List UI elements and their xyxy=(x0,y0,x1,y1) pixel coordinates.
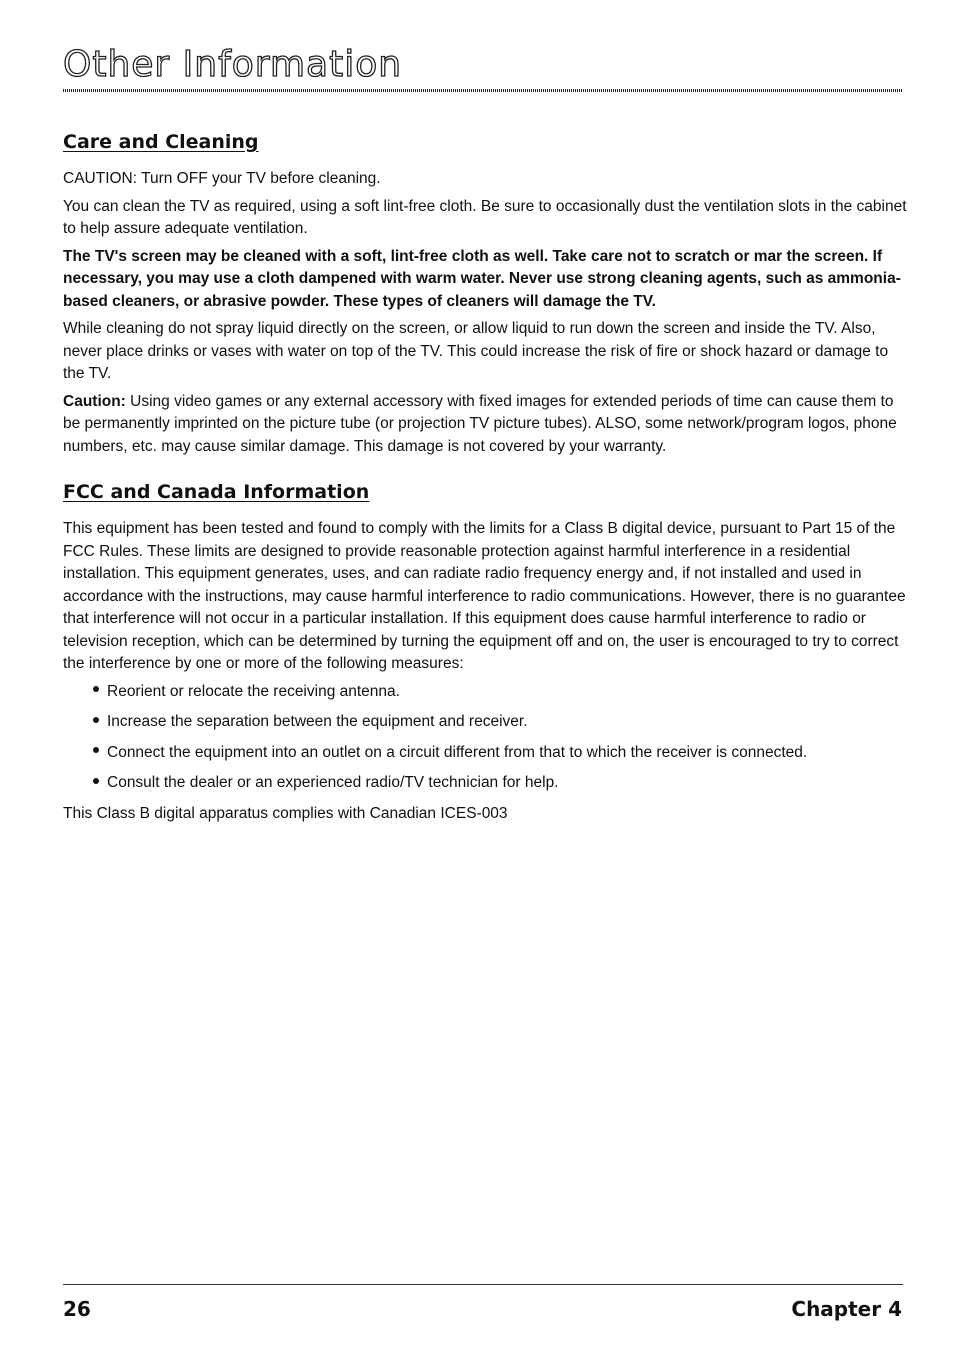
fcc-heading: FCC and Canada Information xyxy=(63,481,370,503)
care-section xyxy=(63,128,908,458)
list-item-text: Reorient or relocate the receiving antenna. xyxy=(107,682,400,700)
caution-label: Caution: xyxy=(63,392,126,410)
fcc-paragraph-1: This equipment has been tested and found to comply with the limits for a Class B digital device, pursuant to Part 15 of the FCC Rules. These limits are designed to provide reasonable protection against harmful interference in a residential installation. This equipment generates, uses, and can radiate radio frequency energy and, if not installed and used in accordance with the instructions, may cause harmful interference to radio communications. However, there is no guarantee that interference will not occur in a particular installation. If this equipment does cause harmful interference to radio or television reception, which can be determined by turning the equipment off and on, the user is encouraged to try to correct the interference by one or more of the following measures: xyxy=(63,520,906,672)
care-paragraph-4 xyxy=(63,391,908,459)
list-item-text: Consult the dealer or an experienced radio/TV technician for help. xyxy=(107,774,559,791)
list-item xyxy=(93,742,908,765)
bullet-icon xyxy=(93,778,99,784)
caution-text: Using video games or any external accessory with fixed images for extended periods of time can cause them to be permanently imprinted on the picture tube (or projection TV picture tubes). ALSO, some network/program logos, phone numbers, etc. may cause similar damage. This damage is not covered by your warranty. xyxy=(63,392,897,455)
fcc-paragraph-2: This Class B digital apparatus complies with Canadian ICES-003 xyxy=(63,804,508,822)
footer-divider xyxy=(63,1284,903,1285)
title-divider xyxy=(63,89,903,92)
bullet-icon xyxy=(93,747,99,753)
list-item-text: Increase the separation between the equipment and receiver. xyxy=(107,713,528,730)
fcc-section xyxy=(63,478,908,825)
page-title: Other Information xyxy=(63,44,403,85)
fcc-measures-list xyxy=(63,681,908,795)
page-number: 26 xyxy=(63,1297,91,1321)
bullet-icon xyxy=(93,686,99,692)
list-item xyxy=(93,772,908,795)
list-item-text: Connect the equipment into an outlet on a circuit different from that to which the receiver is connected. xyxy=(107,743,808,761)
list-item xyxy=(93,681,908,704)
page-content xyxy=(63,128,908,830)
list-item xyxy=(93,711,908,734)
care-paragraph-3: While cleaning do not spray liquid directly on the screen, or allow liquid to run down the screen and inside the TV. Also, never place drinks or vases with water on top of the TV. This could increase the risk of fire or shock hazard or damage to the TV. xyxy=(63,320,889,382)
care-paragraph-1: You can clean the TV as required, using a soft lint-free cloth. Be sure to occasionally dust the ventilation slots in the cabinet to help assure adequate ventilation. xyxy=(63,197,907,237)
care-paragraph-2: The TV's screen may be cleaned with a soft, lint-free cloth as well. Take care not to scratch or mar the screen. If necessary, you may use a cloth dampened with warm water. Never use strong cleaning agents, such as ammonia-based cleaners, or abrasive powder. These types of cleaners will damage the TV. xyxy=(63,247,901,310)
chapter-label: Chapter 4 xyxy=(791,1297,902,1321)
care-heading: Care and Cleaning xyxy=(63,131,259,153)
bullet-icon xyxy=(93,717,99,723)
care-caution: CAUTION: Turn OFF your TV before cleaning. xyxy=(63,170,381,187)
